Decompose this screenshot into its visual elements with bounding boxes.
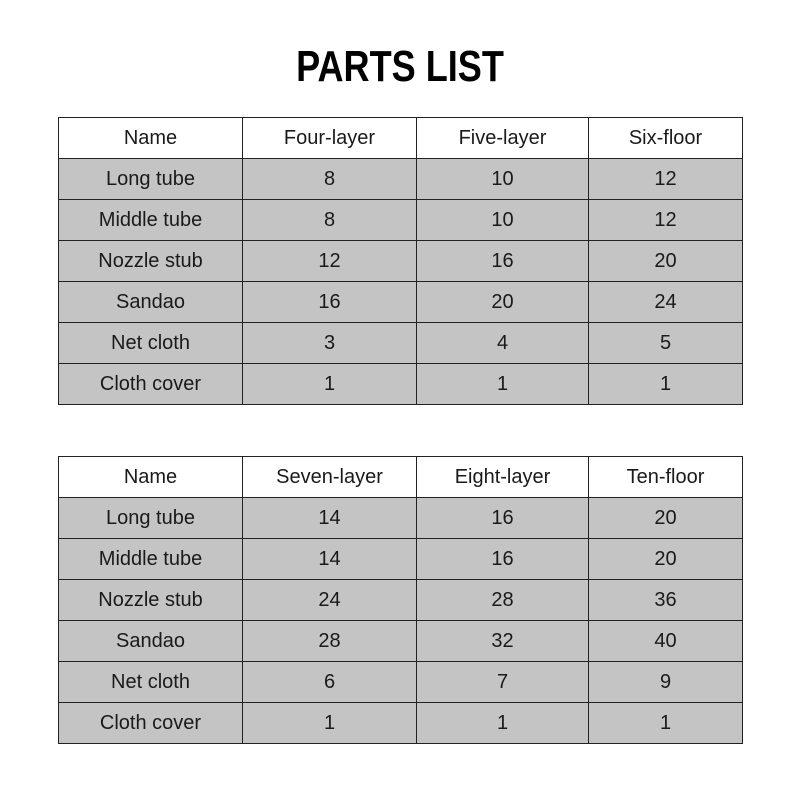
quantity-cell: 1 <box>243 703 417 744</box>
column-header-name: Name <box>59 118 243 159</box>
part-name-cell: Middle tube <box>59 539 243 580</box>
table-header-row <box>59 457 743 498</box>
part-name-cell: Sandao <box>59 621 243 662</box>
quantity-cell: 3 <box>243 323 417 364</box>
part-name-cell: Cloth cover <box>59 364 243 405</box>
column-header-six-floor: Six-floor <box>589 118 743 159</box>
table-row <box>59 241 743 282</box>
column-header-eight-layer: Eight-layer <box>417 457 589 498</box>
quantity-cell: 9 <box>589 662 743 703</box>
table-row <box>59 539 743 580</box>
table-row <box>59 282 743 323</box>
quantity-cell: 32 <box>417 621 589 662</box>
column-header-four-layer: Four-layer <box>243 118 417 159</box>
quantity-cell: 4 <box>417 323 589 364</box>
quantity-cell: 40 <box>589 621 743 662</box>
quantity-cell: 12 <box>589 200 743 241</box>
quantity-cell: 1 <box>417 364 589 405</box>
part-name-cell: Net cloth <box>59 662 243 703</box>
quantity-cell: 14 <box>243 539 417 580</box>
table-row <box>59 200 743 241</box>
quantity-cell: 28 <box>243 621 417 662</box>
column-header-five-layer: Five-layer <box>417 118 589 159</box>
quantity-cell: 20 <box>417 282 589 323</box>
quantity-cell: 1 <box>243 364 417 405</box>
table-row <box>59 662 743 703</box>
quantity-cell: 16 <box>417 539 589 580</box>
quantity-cell: 28 <box>417 580 589 621</box>
column-header-name: Name <box>59 457 243 498</box>
table-row <box>59 498 743 539</box>
column-header-seven-layer: Seven-layer <box>243 457 417 498</box>
quantity-cell: 12 <box>243 241 417 282</box>
quantity-cell: 1 <box>589 364 743 405</box>
quantity-cell: 12 <box>589 159 743 200</box>
column-header-ten-floor: Ten-floor <box>589 457 743 498</box>
table-row <box>59 621 743 662</box>
part-name-cell: Cloth cover <box>59 703 243 744</box>
page-title: PARTS LIST <box>296 42 504 91</box>
part-name-cell: Long tube <box>59 498 243 539</box>
quantity-cell: 5 <box>589 323 743 364</box>
table-row <box>59 703 743 744</box>
part-name-cell: Middle tube <box>59 200 243 241</box>
part-name-cell: Sandao <box>59 282 243 323</box>
part-name-cell: Nozzle stub <box>59 241 243 282</box>
table-row <box>59 323 743 364</box>
quantity-cell: 10 <box>417 159 589 200</box>
quantity-cell: 24 <box>589 282 743 323</box>
table-row <box>59 364 743 405</box>
quantity-cell: 7 <box>417 662 589 703</box>
quantity-cell: 8 <box>243 159 417 200</box>
quantity-cell: 10 <box>417 200 589 241</box>
parts-table-2 <box>58 456 743 744</box>
quantity-cell: 16 <box>417 241 589 282</box>
quantity-cell: 24 <box>243 580 417 621</box>
quantity-cell: 20 <box>589 498 743 539</box>
table-row <box>59 580 743 621</box>
quantity-cell: 36 <box>589 580 743 621</box>
quantity-cell: 20 <box>589 241 743 282</box>
quantity-cell: 20 <box>589 539 743 580</box>
part-name-cell: Nozzle stub <box>59 580 243 621</box>
quantity-cell: 16 <box>243 282 417 323</box>
quantity-cell: 8 <box>243 200 417 241</box>
quantity-cell: 1 <box>417 703 589 744</box>
table-header-row <box>59 118 743 159</box>
quantity-cell: 16 <box>417 498 589 539</box>
quantity-cell: 14 <box>243 498 417 539</box>
table-row <box>59 159 743 200</box>
quantity-cell: 1 <box>589 703 743 744</box>
part-name-cell: Net cloth <box>59 323 243 364</box>
part-name-cell: Long tube <box>59 159 243 200</box>
quantity-cell: 6 <box>243 662 417 703</box>
parts-table-1 <box>58 117 743 405</box>
